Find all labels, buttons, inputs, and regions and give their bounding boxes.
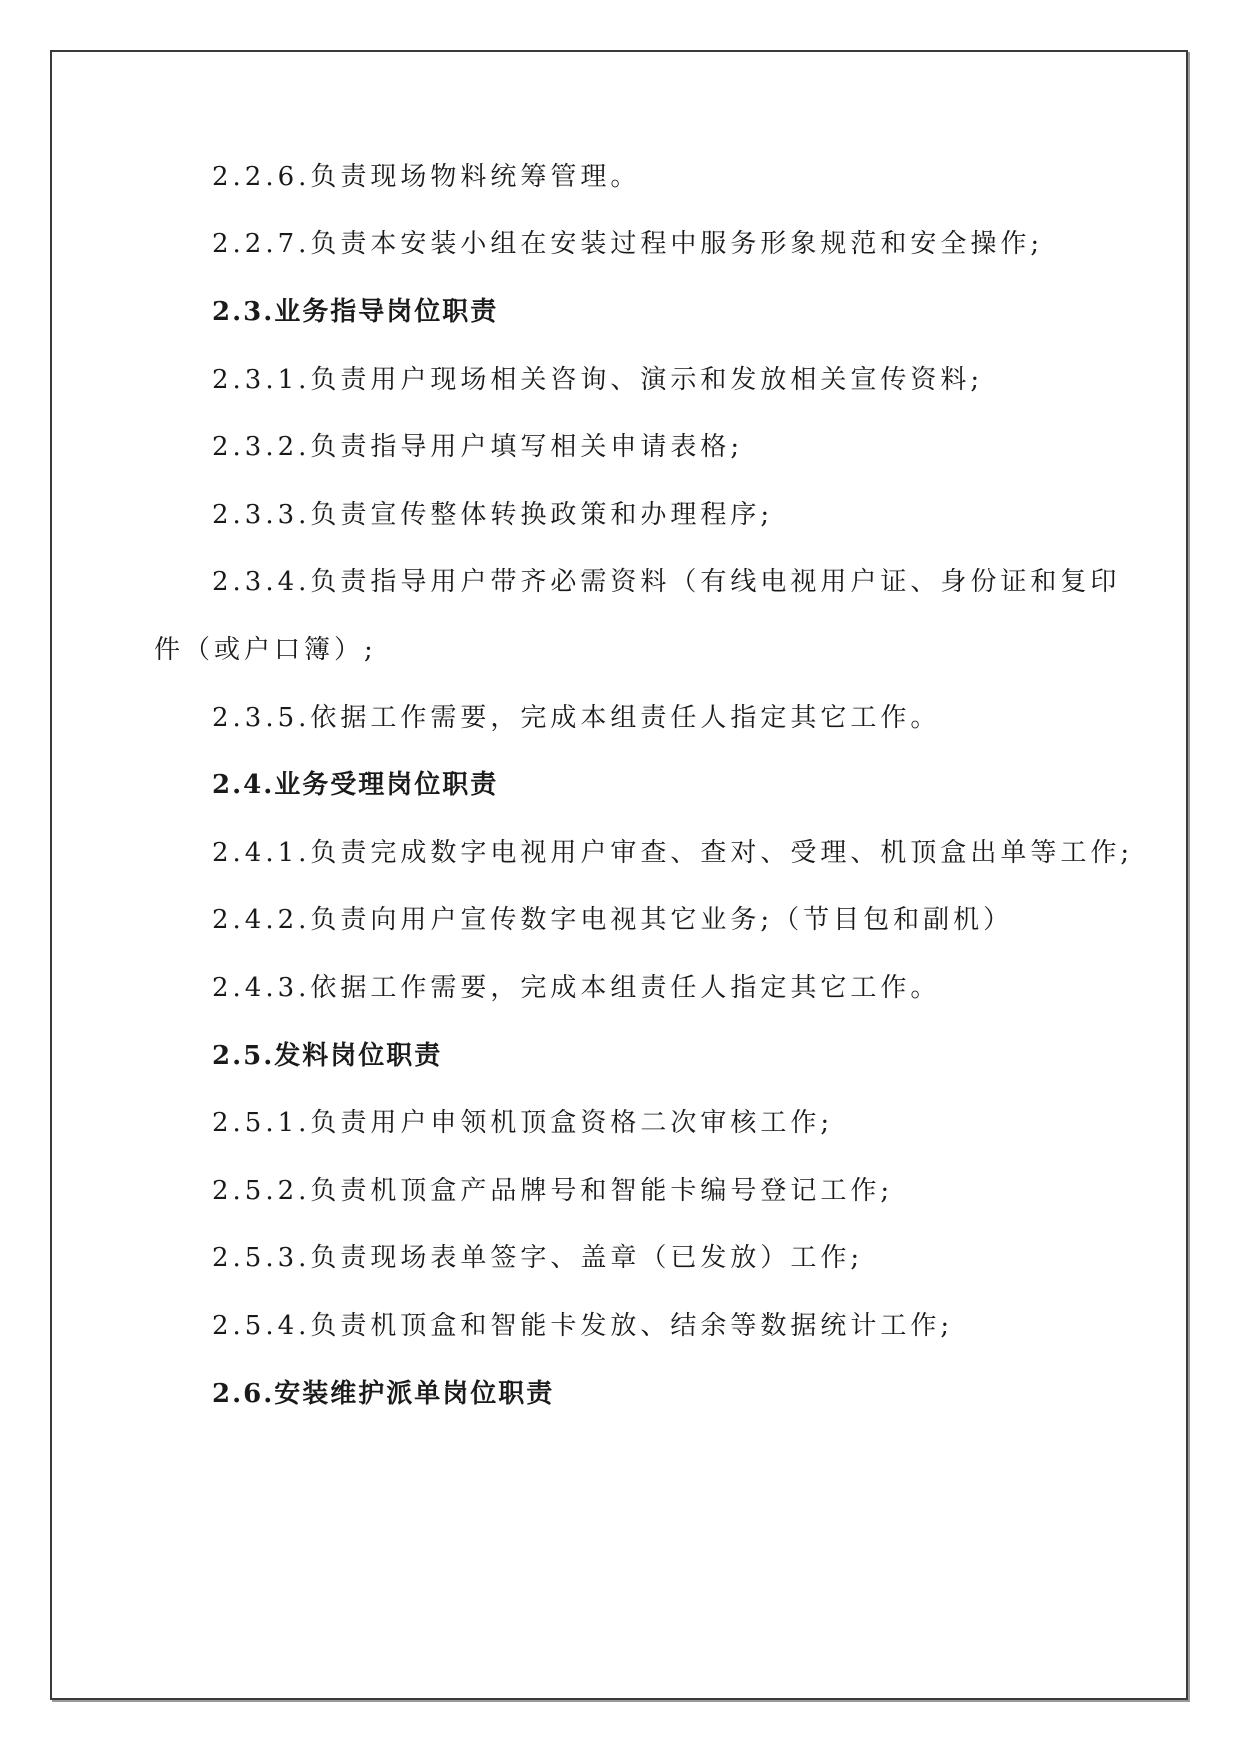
item-2-4-3: 2.4.3.依据工作需要，完成本组责任人指定其它工作。 [212,973,941,1003]
item-2-3-5: 2.3.5.依据工作需要，完成本组责任人指定其它工作。 [212,703,941,733]
item-2-3-1: 2.3.1.负责用户现场相关咨询、演示和发放相关宣传资料; [212,365,984,395]
heading-2-6: 2.6.安装维护派单岗位职责 [212,1379,555,1409]
heading-2-4: 2.4.业务受理岗位职责 [212,770,499,800]
item-2-3-3: 2.3.3.负责宣传整体转换政策和办理程序; [212,500,774,530]
item-2-3-4: 2.3.4.负责指导用户带齐必需资料（有线电视用户证、身份证和复印 [212,567,1121,597]
item-2-4-2: 2.4.2.负责向用户宣传数字电视其它业务;（节目包和副机） [212,905,1014,935]
heading-2-3: 2.3.业务指导岗位职责 [212,297,499,327]
item-2-5-2: 2.5.2.负责机顶盒产品牌号和智能卡编号登记工作; [212,1176,894,1206]
item-2-4-1: 2.4.1.负责完成数字电视用户审查、查对、受理、机顶盒出单等工作; [212,838,1134,868]
item-2-2-6: 2.2.6.负责现场物料统筹管理。 [212,162,641,192]
item-2-5-4: 2.5.4.负责机顶盒和智能卡发放、结余等数据统计工作; [212,1311,954,1341]
item-2-2-7: 2.2.7.负责本安装小组在安装过程中服务形象规范和安全操作; [212,229,1044,259]
heading-2-5: 2.5.发料岗位职责 [212,1041,443,1071]
item-2-3-4-continuation: 件（或户口簿）; [154,635,377,665]
item-2-3-2: 2.3.2.负责指导用户填写相关申请表格; [212,432,744,462]
item-2-5-1: 2.5.1.负责用户申领机顶盒资格二次审核工作; [212,1108,834,1138]
item-2-5-3: 2.5.3.负责现场表单签字、盖章（已发放）工作; [212,1243,864,1273]
